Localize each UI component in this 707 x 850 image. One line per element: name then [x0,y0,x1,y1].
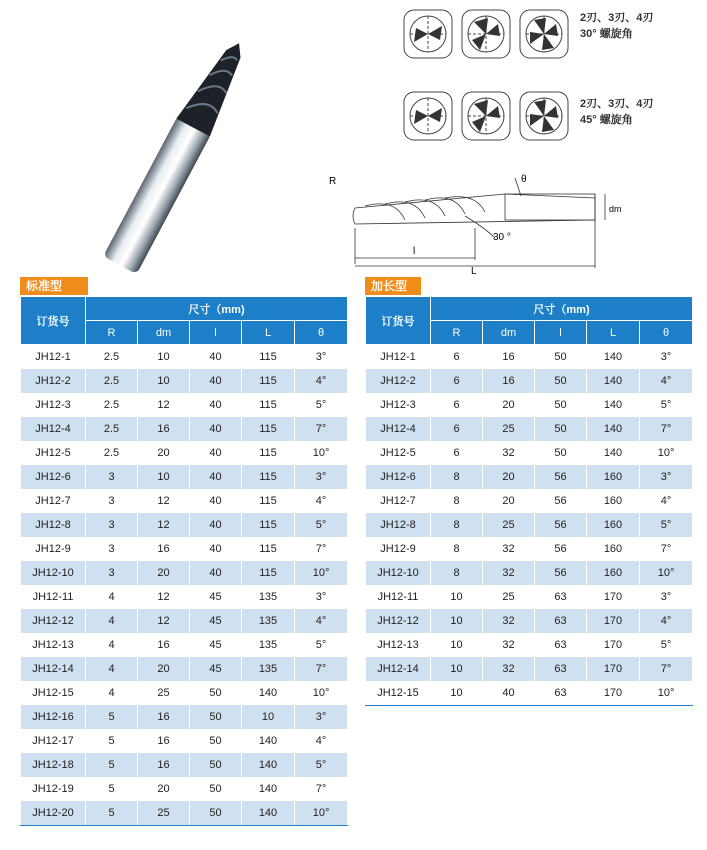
order-code-cell: JH12-8 [366,513,431,537]
value-cell: 115 [242,465,295,489]
value-cell: 3 [86,513,138,537]
value-cell: 2.5 [86,393,138,417]
value-cell: 115 [242,441,295,465]
table-row [21,729,348,753]
value-cell: 7° [295,777,348,801]
value-cell: 115 [242,417,295,441]
value-cell: 7° [640,417,693,441]
long-table [365,296,693,706]
value-cell: 4 [86,657,138,681]
value-cell: 4° [295,489,348,513]
order-code-cell: JH12-9 [21,537,86,561]
value-cell: 4° [640,609,693,633]
value-cell: 10 [138,345,190,370]
value-cell: 6 [431,441,483,465]
value-cell: 32 [483,561,535,585]
header-col: dm [483,321,535,345]
value-cell: 56 [535,489,587,513]
value-cell: 32 [483,633,535,657]
value-cell: 140 [587,393,640,417]
order-code-cell: JH12-6 [366,465,431,489]
value-cell: 170 [587,657,640,681]
table-row [21,537,348,561]
value-cell: 10° [640,441,693,465]
header-dim: 尺寸（mm) [86,297,348,321]
value-cell: 50 [190,705,242,729]
order-code-cell: JH12-12 [366,609,431,633]
table-row [366,489,693,513]
value-cell: 140 [587,417,640,441]
table-row [366,345,693,370]
value-cell: 12 [138,609,190,633]
value-cell: 20 [138,777,190,801]
value-cell: 115 [242,369,295,393]
value-cell: 16 [138,729,190,753]
order-code-cell: JH12-2 [21,369,86,393]
value-cell: 40 [190,561,242,585]
value-cell: 10° [640,681,693,706]
long-table-body [366,345,693,706]
value-cell: 16 [483,369,535,393]
order-code-cell: JH12-6 [21,465,86,489]
value-cell: 2.5 [86,417,138,441]
order-code-cell: JH12-14 [21,657,86,681]
long-title: 加长型 [365,277,421,295]
value-cell: 3° [295,345,348,370]
value-cell: 140 [242,777,295,801]
table-row [366,633,693,657]
order-code-cell: JH12-16 [21,705,86,729]
value-cell: 140 [587,441,640,465]
header-dim: 尺寸（mm) [431,297,693,321]
order-code-cell: JH12-9 [366,537,431,561]
table-row [21,513,348,537]
value-cell: 10° [295,561,348,585]
order-code-cell: JH12-1 [21,345,86,370]
value-cell: 10 [431,681,483,706]
value-cell: 115 [242,345,295,370]
value-cell: 16 [138,417,190,441]
value-cell: 3° [295,465,348,489]
value-cell: 3° [640,585,693,609]
value-cell: 140 [242,681,295,705]
value-cell: 10 [431,633,483,657]
value-cell: 10 [431,609,483,633]
header-col: L [242,321,295,345]
value-cell: 4 [86,585,138,609]
value-cell: 10° [295,441,348,465]
order-code-cell: JH12-11 [366,585,431,609]
value-cell: 25 [483,513,535,537]
value-cell: 160 [587,561,640,585]
value-cell: 8 [431,561,483,585]
value-cell: 3° [640,465,693,489]
value-cell: 10 [431,657,483,681]
value-cell: 16 [483,345,535,370]
value-cell: 4 [86,609,138,633]
value-cell: 140 [587,345,640,370]
table-row [21,441,348,465]
table-row [21,489,348,513]
value-cell: 12 [138,585,190,609]
value-cell: 115 [242,489,295,513]
value-cell: 56 [535,513,587,537]
value-cell: 2.5 [86,345,138,370]
value-cell: 5 [86,729,138,753]
value-cell: 40 [190,537,242,561]
value-cell: 7° [640,537,693,561]
value-cell: 4 [86,681,138,705]
table-row [366,681,693,706]
value-cell: 32 [483,657,535,681]
value-cell: 50 [535,417,587,441]
value-cell: 40 [190,417,242,441]
value-cell: 40 [190,393,242,417]
table-row [21,417,348,441]
table-row [21,345,348,370]
value-cell: 115 [242,513,295,537]
dimension-diagram [325,168,625,278]
value-cell: 160 [587,537,640,561]
table-row [21,657,348,681]
value-cell: 135 [242,585,295,609]
order-code-cell: JH12-17 [21,729,86,753]
value-cell: 140 [242,801,295,826]
value-cell: 2.5 [86,369,138,393]
value-cell: 56 [535,537,587,561]
value-cell: 16 [138,705,190,729]
value-cell: 25 [483,417,535,441]
value-cell: 5° [295,753,348,777]
table-row [21,705,348,729]
order-code-cell: JH12-14 [366,657,431,681]
order-code-cell: JH12-13 [366,633,431,657]
value-cell: 3° [295,585,348,609]
value-cell: 4° [295,369,348,393]
value-cell: 115 [242,537,295,561]
value-cell: 4° [295,609,348,633]
value-cell: 20 [483,489,535,513]
value-cell: 3 [86,561,138,585]
value-cell: 45 [190,585,242,609]
table-row [366,465,693,489]
value-cell: 25 [483,585,535,609]
value-cell: 4° [295,729,348,753]
value-cell: 50 [535,441,587,465]
value-cell: 50 [190,729,242,753]
value-cell: 45 [190,609,242,633]
value-cell: 140 [242,753,295,777]
value-cell: 3° [640,345,693,370]
header-col: θ [640,321,693,345]
value-cell: 3° [295,705,348,729]
value-cell: 56 [535,561,587,585]
table-row [366,417,693,441]
value-cell: 40 [190,513,242,537]
table-row [366,513,693,537]
value-cell: 7° [295,537,348,561]
value-cell: 40 [190,465,242,489]
value-cell: 32 [483,537,535,561]
value-cell: 2.5 [86,441,138,465]
order-code-cell: JH12-19 [21,777,86,801]
value-cell: 160 [587,489,640,513]
value-cell: 16 [138,753,190,777]
order-code-cell: JH12-18 [21,753,86,777]
value-cell: 4 [86,633,138,657]
flute-profiles [398,6,578,146]
value-cell: 12 [138,393,190,417]
value-cell: 10° [295,681,348,705]
order-code-cell: JH12-7 [21,489,86,513]
note-helix: 45° 螺旋角 [580,114,633,126]
value-cell: 6 [431,417,483,441]
value-cell: 50 [190,753,242,777]
value-cell: 5° [640,633,693,657]
value-cell: 6 [431,393,483,417]
table-row [21,465,348,489]
header-col: l [190,321,242,345]
label-theta: θ [521,174,527,185]
value-cell: 32 [483,441,535,465]
value-cell: 50 [535,393,587,417]
value-cell: 10 [138,465,190,489]
label-L: L [471,266,477,277]
table-row [21,369,348,393]
order-code-cell: JH12-10 [366,561,431,585]
value-cell: 40 [190,369,242,393]
order-code-cell: JH12-8 [21,513,86,537]
value-cell: 7° [640,657,693,681]
value-cell: 50 [190,681,242,705]
order-code-cell: JH12-5 [366,441,431,465]
value-cell: 16 [138,537,190,561]
value-cell: 25 [138,801,190,826]
note-flutes: 2刃、3刃、4刃 [580,98,654,110]
value-cell: 45 [190,633,242,657]
value-cell: 5° [295,633,348,657]
value-cell: 170 [587,681,640,706]
value-cell: 50 [535,369,587,393]
value-cell: 8 [431,489,483,513]
value-cell: 135 [242,609,295,633]
header-col: R [86,321,138,345]
value-cell: 160 [587,465,640,489]
value-cell: 4° [640,369,693,393]
value-cell: 160 [587,513,640,537]
value-cell: 5 [86,801,138,826]
note-helix: 30° 螺旋角 [580,28,633,40]
value-cell: 170 [587,585,640,609]
label-angle: 30 ° [493,232,511,243]
table-row [21,633,348,657]
value-cell: 8 [431,537,483,561]
table-row [21,561,348,585]
value-cell: 10° [640,561,693,585]
table-row [21,681,348,705]
value-cell: 40 [190,441,242,465]
value-cell: 20 [483,393,535,417]
value-cell: 115 [242,561,295,585]
header-order: 订货号 [366,297,431,345]
order-code-cell: JH12-3 [21,393,86,417]
value-cell: 170 [587,609,640,633]
order-code-cell: JH12-12 [21,609,86,633]
value-cell: 63 [535,585,587,609]
value-cell: 50 [190,777,242,801]
order-code-cell: JH12-1 [366,345,431,370]
value-cell: 40 [483,681,535,706]
order-code-cell: JH12-7 [366,489,431,513]
table-row [21,609,348,633]
header-col: R [431,321,483,345]
table-row [21,801,348,826]
table-row [21,585,348,609]
value-cell: 135 [242,657,295,681]
standard-table-body [21,345,348,826]
value-cell: 10° [295,801,348,826]
header-col: l [535,321,587,345]
table-row [366,369,693,393]
value-cell: 45 [190,657,242,681]
value-cell: 140 [587,369,640,393]
value-cell: 3 [86,465,138,489]
value-cell: 5° [295,393,348,417]
header-order: 订货号 [21,297,86,345]
value-cell: 5 [86,705,138,729]
order-code-cell: JH12-20 [21,801,86,826]
table-row [366,657,693,681]
value-cell: 20 [138,657,190,681]
value-cell: 10 [138,369,190,393]
value-cell: 170 [587,633,640,657]
header-col: θ [295,321,348,345]
order-code-cell: JH12-3 [366,393,431,417]
value-cell: 50 [190,801,242,826]
table-row [366,561,693,585]
value-cell: 6 [431,369,483,393]
order-code-cell: JH12-13 [21,633,86,657]
value-cell: 10 [431,585,483,609]
table-row [366,441,693,465]
value-cell: 5° [640,513,693,537]
label-R: R [329,176,337,187]
value-cell: 3 [86,537,138,561]
value-cell: 5° [295,513,348,537]
value-cell: 5 [86,777,138,801]
value-cell: 7° [295,657,348,681]
label-l: l [413,246,416,257]
value-cell: 40 [190,345,242,370]
value-cell: 12 [138,513,190,537]
value-cell: 140 [242,729,295,753]
value-cell: 25 [138,681,190,705]
value-cell: 63 [535,657,587,681]
profile-note-45 [580,96,653,128]
order-code-cell: JH12-15 [21,681,86,705]
standard-title: 标准型 [20,277,88,295]
value-cell: 12 [138,489,190,513]
order-code-cell: JH12-15 [366,681,431,706]
value-cell: 135 [242,633,295,657]
table-row [366,393,693,417]
value-cell: 20 [138,441,190,465]
value-cell: 56 [535,465,587,489]
order-code-cell: JH12-11 [21,585,86,609]
value-cell: 40 [190,489,242,513]
order-code-cell: JH12-10 [21,561,86,585]
header-col: dm [138,321,190,345]
table-row [21,393,348,417]
table-row [21,777,348,801]
value-cell: 4° [640,489,693,513]
order-code-cell: JH12-4 [21,417,86,441]
value-cell: 8 [431,465,483,489]
value-cell: 6 [431,345,483,370]
tool-photo [70,20,290,280]
value-cell: 20 [483,465,535,489]
value-cell: 8 [431,513,483,537]
profile-note-30 [580,10,653,42]
order-code-cell: JH12-4 [366,417,431,441]
label-dm: dm [609,204,622,214]
table-row [366,609,693,633]
value-cell: 50 [535,345,587,370]
value-cell: 7° [295,417,348,441]
note-flutes: 2刃、3刃、4刃 [580,12,654,24]
value-cell: 63 [535,633,587,657]
table-row [21,753,348,777]
order-code-cell: JH12-2 [366,369,431,393]
value-cell: 63 [535,681,587,706]
value-cell: 5 [86,753,138,777]
header-col: L [587,321,640,345]
value-cell: 115 [242,393,295,417]
value-cell: 32 [483,609,535,633]
value-cell: 16 [138,633,190,657]
table-row [366,585,693,609]
value-cell: 20 [138,561,190,585]
order-code-cell: JH12-5 [21,441,86,465]
value-cell: 5° [640,393,693,417]
standard-table [20,296,348,826]
value-cell: 3 [86,489,138,513]
table-row [366,537,693,561]
value-cell: 10 [242,705,295,729]
value-cell: 63 [535,609,587,633]
